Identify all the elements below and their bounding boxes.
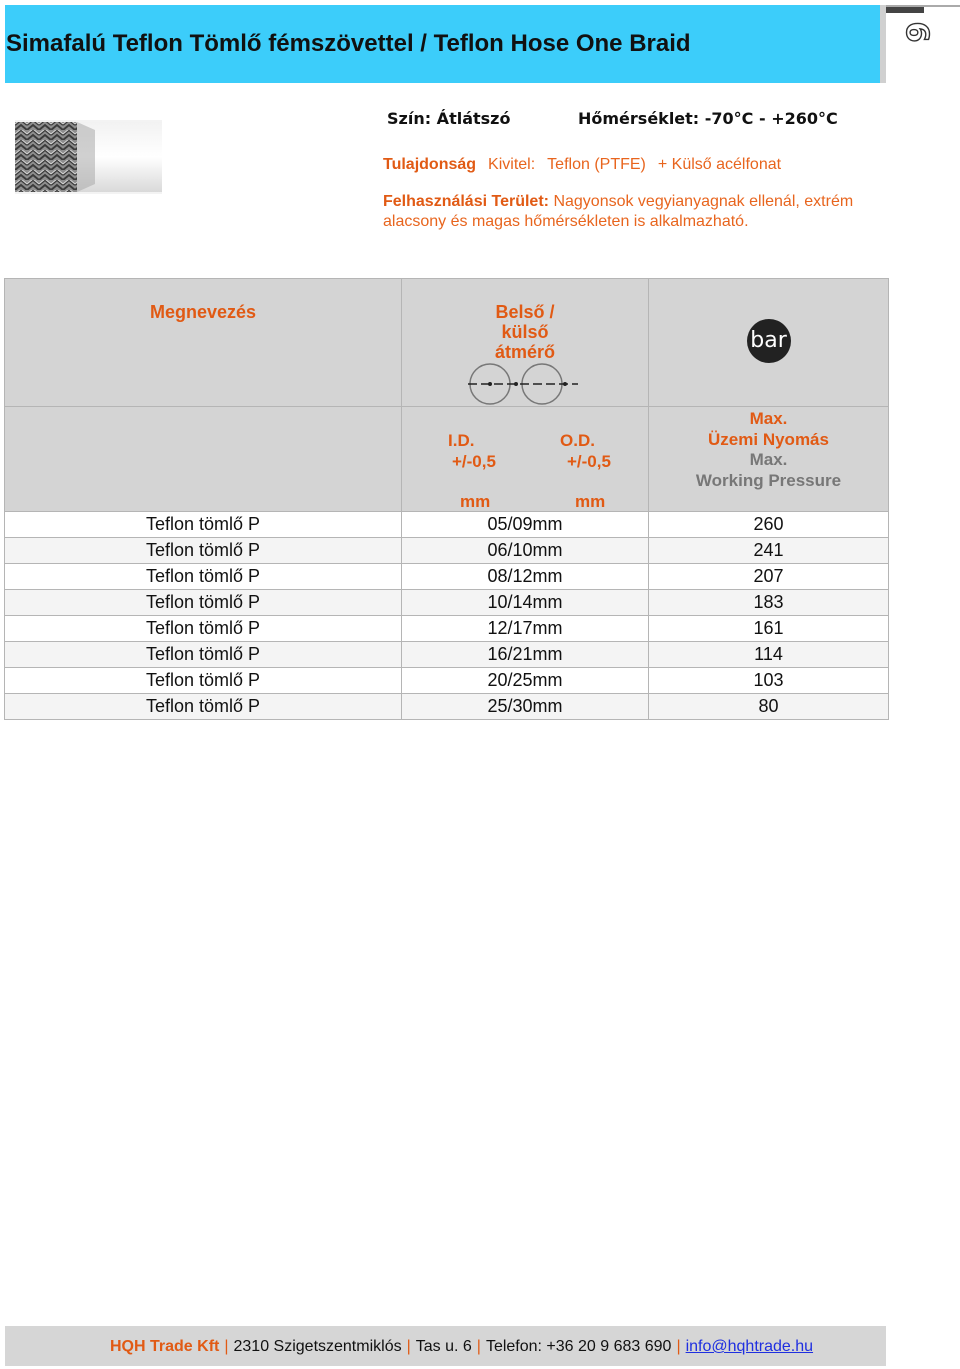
pressure-max-hu: Max. bbox=[749, 409, 788, 428]
cell-name: Teflon tömlő P bbox=[5, 694, 402, 720]
cell-name: Teflon tömlő P bbox=[5, 590, 402, 616]
cell-size: 16/21mm bbox=[402, 642, 649, 668]
cell-pressure: 103 bbox=[649, 668, 889, 694]
table-header-bottom bbox=[5, 407, 889, 512]
od-unit: mm bbox=[575, 492, 606, 511]
table-row bbox=[5, 642, 889, 668]
color-spec: Szín: Átlátszó bbox=[387, 109, 511, 128]
page-title: Simafalú Teflon Tömlő fémszövettel / Teflon Hose One Braid bbox=[6, 30, 691, 57]
cell-pressure: 207 bbox=[649, 564, 889, 590]
cell-size: 20/25mm bbox=[402, 668, 649, 694]
col-diameter-label: Belső / külső átmérő bbox=[494, 302, 556, 362]
cell-size: 06/10mm bbox=[402, 538, 649, 564]
usage-text: Nagyonsok vegyianyagnak ellenál, extrém alacsony és magas hőmérsékleten is alkalmazható. bbox=[383, 193, 854, 230]
table-row bbox=[5, 694, 889, 720]
table-header-top bbox=[5, 279, 889, 407]
bar-icon bbox=[747, 319, 791, 363]
pressure-max-en: Max. bbox=[749, 450, 788, 469]
property-line bbox=[383, 156, 781, 174]
cell-pressure: 114 bbox=[649, 642, 889, 668]
id-label: I.D. bbox=[448, 431, 475, 450]
pressure-label-en: Working Pressure bbox=[695, 470, 842, 490]
cell-size: 08/12mm bbox=[402, 564, 649, 590]
table-body bbox=[5, 512, 889, 720]
cell-size: 12/17mm bbox=[402, 616, 649, 642]
cell-name: Teflon tömlő P bbox=[5, 538, 402, 564]
cell-name: Teflon tömlő P bbox=[5, 642, 402, 668]
od-label: O.D. bbox=[560, 431, 595, 450]
footer-phone: Telefon: +36 20 9 683 690 bbox=[485, 1338, 672, 1355]
footer-address: 2310 Szigetszentmiklós bbox=[233, 1338, 402, 1355]
table-row bbox=[5, 512, 889, 538]
cell-name: Teflon tömlő P bbox=[5, 616, 402, 642]
footer-email-link[interactable]: info@hqhtrade.hu bbox=[685, 1338, 814, 1355]
cell-name: Teflon tömlő P bbox=[5, 564, 402, 590]
cell-size: 10/14mm bbox=[402, 590, 649, 616]
pressure-label-hu: Üzemi Nyomás bbox=[708, 429, 829, 449]
header-cell-diameter bbox=[402, 279, 649, 407]
bar-icon-text: bar bbox=[750, 328, 787, 353]
footer-text: HQH Trade Kft | 2310 Szigetszentmiklós | Tas u. 6 | Telefon: +36 20 9 683 690 | info@hqhtrade.hu bbox=[110, 1338, 814, 1355]
table-row bbox=[5, 590, 889, 616]
col-name-label: Megnevezés bbox=[149, 302, 257, 322]
corner-decoration-dark bbox=[886, 7, 924, 13]
outer-layer: + Külső acélfonat bbox=[657, 156, 782, 173]
id-unit: mm bbox=[460, 492, 491, 511]
cell-size: 25/30mm bbox=[402, 694, 649, 720]
id-tolerance: +/-0,5 bbox=[452, 452, 496, 471]
cell-name: Teflon tömlő P bbox=[5, 512, 402, 538]
table-row bbox=[5, 668, 889, 694]
table-row bbox=[5, 538, 889, 564]
footer-company: HQH Trade Kft bbox=[110, 1338, 220, 1355]
cell-size: 05/09mm bbox=[402, 512, 649, 538]
material: Teflon (PTFE) bbox=[547, 156, 646, 173]
cell-pressure: 80 bbox=[649, 694, 889, 720]
cell-pressure: 260 bbox=[649, 512, 889, 538]
property-label: Tulajdonság bbox=[383, 156, 477, 173]
hose-product-image bbox=[15, 120, 162, 194]
header-cell-pressure-label bbox=[649, 407, 889, 512]
footer-street: Tas u. 6 bbox=[415, 1338, 472, 1355]
header-cell-od-id bbox=[402, 407, 649, 512]
od-tolerance: +/-0,5 bbox=[567, 452, 611, 471]
cell-pressure: 183 bbox=[649, 590, 889, 616]
header-cell-name bbox=[5, 279, 402, 407]
header-shadow bbox=[880, 5, 886, 83]
usage-description bbox=[383, 192, 883, 232]
design-label: Kivitel: bbox=[488, 156, 536, 173]
cell-pressure: 161 bbox=[649, 616, 889, 642]
page-number: 6 bbox=[899, 21, 934, 43]
header-cell-empty bbox=[5, 407, 402, 512]
cell-pressure: 241 bbox=[649, 538, 889, 564]
temperature-spec: Hőmérséklet: -70°C - +260°C bbox=[578, 109, 838, 128]
table-row bbox=[5, 616, 889, 642]
cell-name: Teflon tömlő P bbox=[5, 668, 402, 694]
header-cell-pressure bbox=[649, 279, 889, 407]
diameter-icon bbox=[468, 363, 580, 405]
spec-table bbox=[4, 278, 889, 720]
table-row bbox=[5, 564, 889, 590]
usage-label: Felhasználási Terület: bbox=[383, 193, 549, 210]
